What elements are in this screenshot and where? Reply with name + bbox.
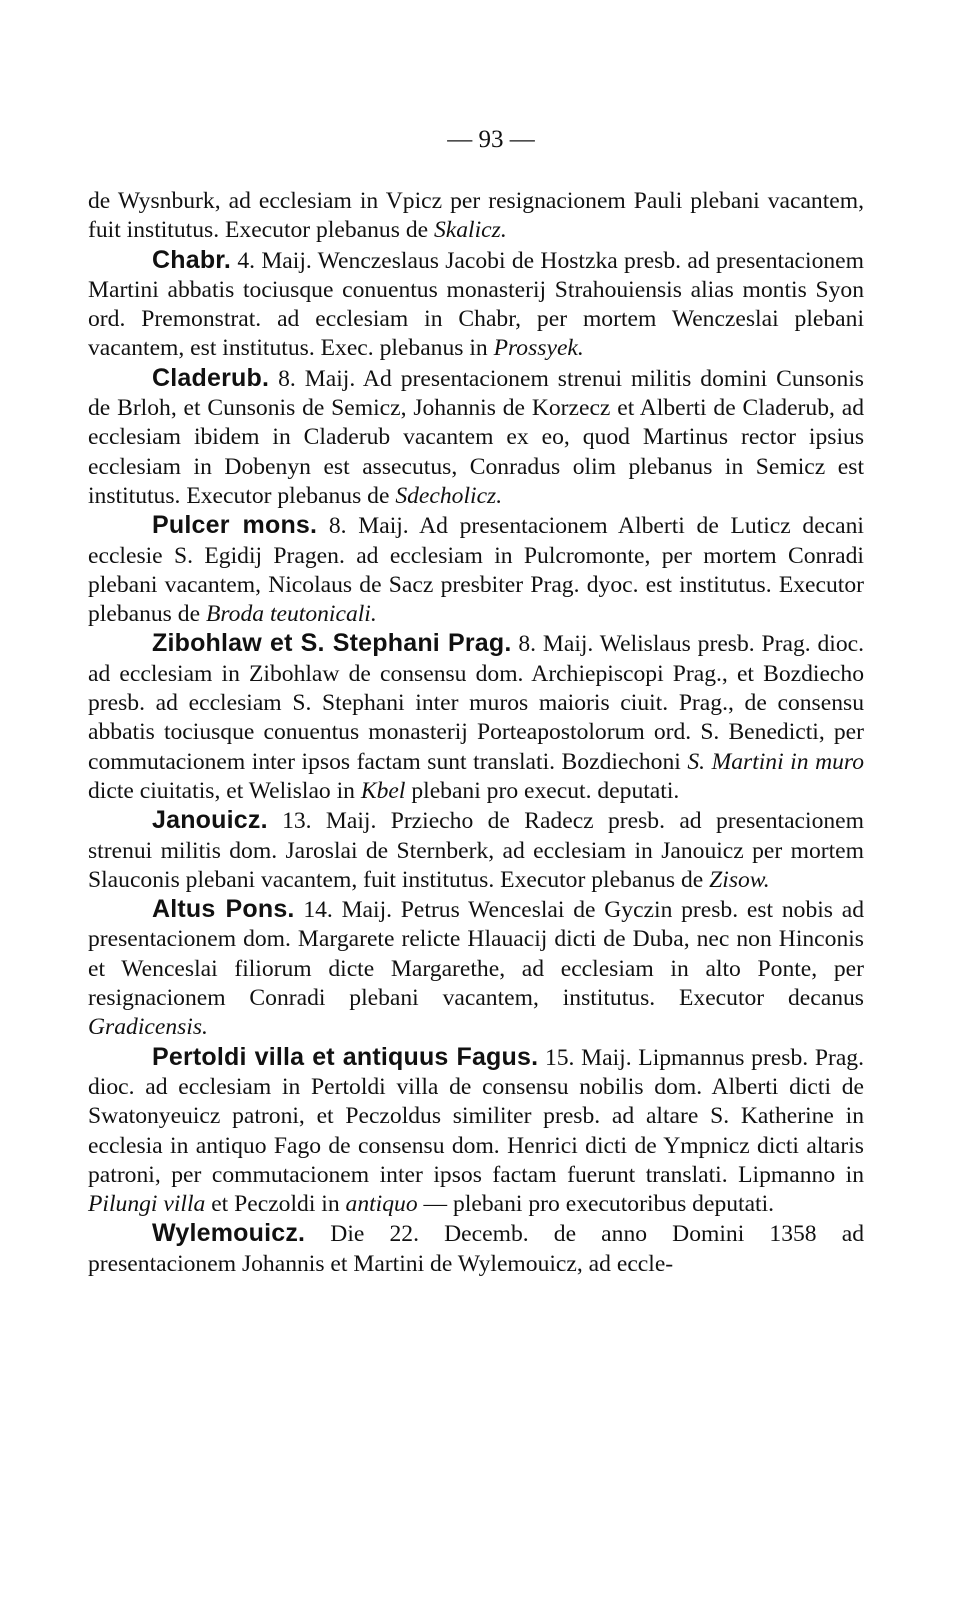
entry-text: 8. Maij. Ad presentacionem Alberti de Luticz decani ecclesie S. Egidij Pragen. ad ecclesiam in Pulcromonte, per mortem Conradi plebani vacantem, Nicolaus de Sacz presbiter Prag. dyoc. est institutus. Executor plebanus de — [88, 513, 864, 628]
register-entry — [88, 1219, 864, 1279]
register-entry — [88, 511, 864, 629]
page-number: — 93 — — [447, 126, 535, 153]
italic-text: Gradicensis. — [88, 1014, 208, 1041]
continuation-paragraph — [88, 187, 864, 246]
body-text — [88, 187, 864, 1279]
place-name: Pulcer mons. — [152, 511, 318, 540]
italic-text: S. Martini in muro — [687, 748, 865, 775]
italic-text: Prossyek. — [493, 335, 584, 362]
entry-text: 4. Maij. Wenczeslaus Jacobi de Hostzka presb. ad presentacionem Martini abbatis tociusque conuentus monasterij Strahouiensis alias montis Syon ord. Premonstrat. ad ecclesiam in Chabr, per mortem Wenczeslai plebani vacantem, est institutus. Exec. plebanus in — [88, 247, 864, 362]
entry-text: 14. Maij. Petrus Wenceslai de Gyczin presb. est nobis ad presentacionem dom. Margarete relicte Hlauacij dicti de Duba, nec non Hinconis et Wenceslai filiorum dicte Margarethe, ad ecclesiam in alto Ponte, per resignacionem Conradi plebani vacantem, institutus. Executor decanus — [88, 897, 865, 1012]
place-name: Wylemouicz. — [152, 1219, 306, 1248]
place-name: Zibohlaw et S. Stephani Prag. — [152, 629, 512, 658]
register-entry — [88, 629, 864, 806]
place-name: Altus Pons. — [152, 895, 295, 924]
register-entry — [88, 806, 864, 895]
entry-text: 13. Maij. Prziecho de Radecz presb. ad presentacionem strenui militis dom. Jaroslai de Sternberk, ad ecclesiam in Janouicz per mortem Slauconis plebani vacantem, fuit institutus. Executor plebanus de — [88, 808, 864, 893]
place-name: Janouicz. — [152, 806, 268, 835]
italic-text: antiquo — [345, 1191, 418, 1218]
italic-text: Broda teutonicali. — [205, 601, 377, 628]
register-entry — [88, 1043, 864, 1220]
italic-text: Skalicz. — [433, 217, 507, 244]
place-name: Pertoldi villa et antiquus Fagus. — [152, 1042, 539, 1071]
register-entry — [88, 895, 864, 1042]
page — [88, 125, 864, 1279]
entry-text: 8. Maij. Welislaus presb. Prag. dioc. ad ecclesiam in Zibohlaw de consensu dom. Archiepiscopi Prag., et Bozdiecho presb. ad ecclesiam S. Stephani inter muros maioris ciuit. Prag., de consensu abbatis tociusque conuentus monasterij Porteapostolorum ord. S. Benedicti, per commutacionem inter ipsos factam sunt translati. Bozdiechoni — [88, 631, 864, 775]
place-name: Chabr. — [152, 245, 231, 274]
italic-text: Zisow. — [709, 866, 770, 893]
italic-text: Sdecholicz. — [395, 482, 503, 509]
entry-text: 8. Maij. Ad presentacionem strenui militis domini Cunsonis de Brloh, et Cunsonis de Semicz, Johannis de Korzecz et Alberti de Claderub, ad ecclesiam ibidem in Claderub vacantem ex eo, quod Martinus rector ipsius ecclesiam in Dobenyn est assecutus, Conradus olim plebanus in Semicz est institutus. Executor plebanus de — [88, 365, 864, 509]
register-entry — [88, 246, 864, 364]
italic-text: Pilungi villa — [88, 1191, 206, 1218]
entry-text: 15. Maij. Lipmannus presb. Prag. dioc. ad ecclesiam in Pertoldi villa de consensu nobilis dom. Alberti dicti de Swatonyeuicz patroni, et Peczoldus similiter presb. ad altare S. Katherine in ecclesia in antiquo Fago de consensu dom. Henrici dicti de Ympnicz dicti altaris patroni, per commutacionem inter ipsos factam fuerunt translati. Lipmanno in — [88, 1044, 864, 1188]
entry-text: — plebani pro executoribus deputati. — [417, 1191, 775, 1218]
entry-text: Die 22. Decemb. de anno Domini 1358 ad presentacionem Johannis et Martini de Wylemouicz, ad eccle- — [88, 1221, 864, 1277]
italic-text: Kbel — [360, 777, 406, 804]
entry-text: plebani pro execut. deputati. — [405, 777, 680, 804]
register-entry — [88, 364, 864, 511]
entry-text: et Peczoldi in — [205, 1191, 346, 1218]
place-name: Claderub. — [152, 363, 270, 392]
entry-text: de Wysnburk, ad ecclesiam in Vpicz per resignacionem Pauli plebani vacantem, fuit institutus. Executor plebanus de — [88, 188, 864, 244]
entry-text: dicte ciuitatis, et Welislao in — [88, 777, 361, 804]
